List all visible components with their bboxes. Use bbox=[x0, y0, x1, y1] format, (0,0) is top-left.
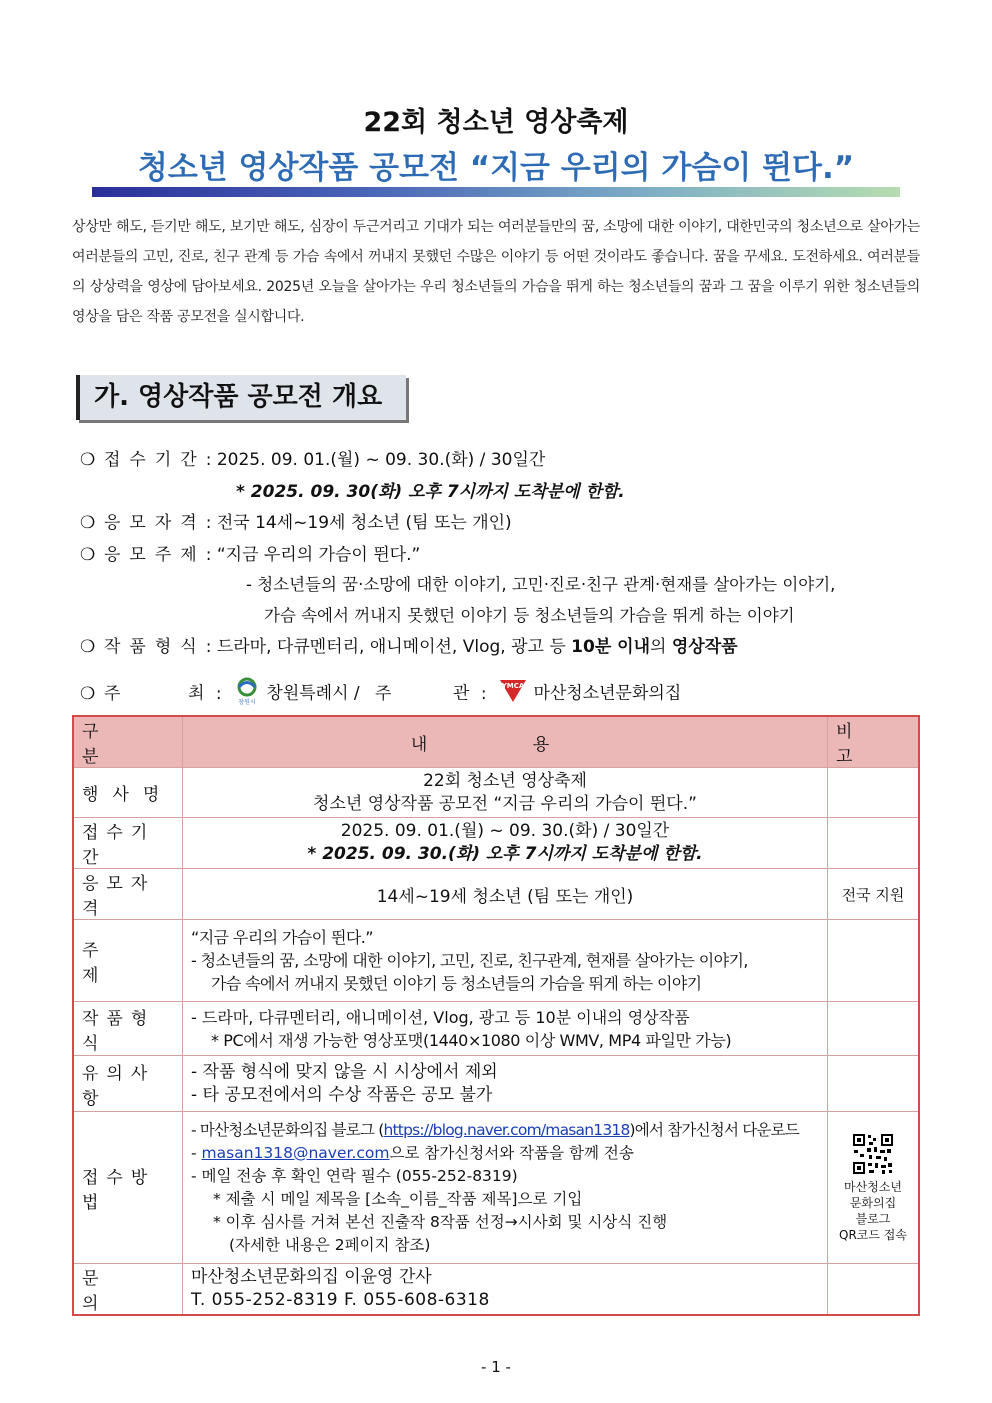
row-label-eligibility: 응모자격 bbox=[73, 869, 183, 920]
row-label-caution: 유의사항 bbox=[73, 1056, 183, 1112]
row-content-format bbox=[183, 1002, 828, 1056]
host-label2: 최 bbox=[188, 683, 205, 704]
method-line5: * 이후 심사를 거쳐 본선 진출작 8작품 선정→시사회 및 시상식 진행 bbox=[213, 1212, 668, 1231]
header-content: 내 용 bbox=[183, 716, 828, 768]
row-note-method bbox=[828, 1112, 920, 1264]
method-line6: (자세한 내용은 2페이지 참조) bbox=[229, 1235, 431, 1254]
title-gradient-bar bbox=[92, 187, 900, 197]
row-note-theme bbox=[828, 920, 920, 1002]
svg-text:YMCA: YMCA bbox=[501, 682, 525, 690]
row-note-event bbox=[828, 768, 920, 818]
period-label: 접수기간 bbox=[104, 450, 206, 470]
row-content-caution bbox=[183, 1056, 828, 1112]
host-label: 주 bbox=[104, 683, 121, 704]
format-duration: 10분 이내 bbox=[571, 637, 651, 657]
format-line2: * PC에서 재생 가능한 영상포맷(1440×1080 이상 WMV, MP4 파일만 가능) bbox=[211, 1030, 732, 1050]
table-header-row bbox=[73, 716, 919, 768]
theme-desc-line2: 가슴 속에서 꺼내지 못했던 이야기 등 청소년들의 가슴을 뛰게 하는 이야기 bbox=[264, 606, 795, 625]
host-value: 창원특례시 / bbox=[266, 683, 360, 704]
row-note-eligibility: 전국 지원 bbox=[828, 869, 920, 920]
theme-label: 응모주제 bbox=[104, 545, 206, 565]
event-title: 22회 청소년 영상축제 bbox=[363, 107, 629, 138]
format-mid: 의 bbox=[650, 637, 672, 657]
contact-line2: T. 055-252-8319 F. 055-608-6318 bbox=[191, 1290, 490, 1310]
table-row bbox=[73, 869, 919, 920]
overview-theme bbox=[80, 540, 420, 565]
email-link[interactable]: masan1318@naver.com bbox=[201, 1143, 390, 1162]
blog-link[interactable]: https://blog.naver.com/masan1318 bbox=[383, 1120, 630, 1139]
changwon-logo-icon bbox=[233, 676, 261, 711]
caution-line1: - 작품 형식에 맞지 않을 시 시상에서 제외 bbox=[191, 1061, 498, 1082]
table-row bbox=[73, 920, 919, 1002]
bullet-icon: ❍ bbox=[80, 545, 96, 565]
bullet-icon: ❍ bbox=[80, 637, 96, 657]
contact-line1: 마산청소년문화의집 이윤영 간사 bbox=[191, 1267, 432, 1287]
table-row bbox=[73, 768, 919, 818]
method-line3: - 메일 전송 후 확인 연락 필수 (055-252-8319) bbox=[191, 1166, 518, 1185]
method-line1-pre: - 마산청소년문화의집 블로그 ( bbox=[191, 1120, 384, 1139]
row-label-contact: 문 의 bbox=[73, 1264, 183, 1316]
qr-code-icon[interactable] bbox=[852, 1133, 894, 1175]
format-label: 작품형식 bbox=[104, 637, 206, 657]
qr-note-line3: 블로그 bbox=[855, 1211, 891, 1226]
row-note-caution bbox=[828, 1056, 920, 1112]
period-value: : 2025. 09. 01.(월) ~ 09. 30.(화) / 30일간 bbox=[205, 450, 546, 470]
theme-value: : “지금 우리의 가슴이 뛴다.” bbox=[205, 545, 421, 565]
period-line2: * 2025. 09. 30.(화) 오후 7시까지 도착분에 한함. bbox=[307, 844, 703, 864]
row-label-theme: 주 제 bbox=[73, 920, 183, 1002]
overview-format bbox=[80, 632, 738, 657]
page-number: - 1 - bbox=[481, 1358, 511, 1376]
overview-eligibility bbox=[80, 508, 512, 533]
ymca-logo-icon bbox=[498, 678, 528, 709]
bullet-icon: ❍ bbox=[80, 450, 96, 470]
row-note-period bbox=[828, 818, 920, 869]
row-content-method bbox=[183, 1112, 828, 1264]
row-label-period: 접수기간 bbox=[73, 818, 183, 869]
row-content-eligibility: 14세~19세 청소년 (팀 또는 개인) bbox=[183, 869, 828, 920]
method-line2-post: 으로 참가신청서와 작품을 함께 전송 bbox=[389, 1143, 634, 1162]
period-line1: 2025. 09. 01.(월) ~ 09. 30.(화) / 30일간 bbox=[340, 821, 670, 841]
theme-line3: 가슴 속에서 꺼내지 못했던 이야기 등 청소년들의 가슴을 뛰게 하는 이야기 bbox=[211, 974, 702, 993]
bullet-icon: ❍ bbox=[80, 683, 96, 704]
row-content-event bbox=[183, 768, 828, 818]
format-value: : 드라마, 다큐멘터리, 애니메이션, Vlog, 광고 등 bbox=[205, 637, 572, 657]
contest-info-table bbox=[72, 715, 920, 1316]
overview-host bbox=[80, 676, 681, 711]
table-row bbox=[73, 818, 919, 869]
eligibility-value: : 전국 14세~19세 청소년 (팀 또는 개인) bbox=[205, 513, 512, 533]
qr-note-line1: 마산청소년 bbox=[844, 1179, 902, 1194]
table-row bbox=[73, 1056, 919, 1112]
format-type: 영상작품 bbox=[671, 637, 738, 657]
intro-paragraph: 상상만 해도, 듣기만 해도, 보기만 해도, 심장이 두근거리고 기대가 되는 여러분들만의 꿈, 소망에 대한 이야기, 대한민국의 청소년으로 살아가는 여러분들의 고민, 진로, 친구 관계 등 가슴 속에서 꺼내지 못했던 수많은 이야기 등 어떤 것이라도 좋습니다. 꿈을 꾸세요. 도전하세요. 여러분들의 상상력을 영상에 담아보세요. 2025년 오늘을 살아가는 우리 청소년들의 가슴을 뛰게 하는 청소년들의 꿈과 그 꿈을 이루기 위한 청소년들의 영상을 담은 작품 공모전을 실시합니다. bbox=[72, 219, 920, 325]
bullet-icon: ❍ bbox=[80, 513, 96, 533]
table-row bbox=[73, 1002, 919, 1056]
header-category: 구 분 bbox=[73, 716, 183, 768]
org-value: 마산청소년문화의집 bbox=[533, 683, 682, 704]
host-colon: : bbox=[215, 683, 222, 704]
row-content-contact bbox=[183, 1264, 828, 1316]
row-content-theme bbox=[183, 920, 828, 1002]
row-note-format bbox=[828, 1002, 920, 1056]
org-label2: 관 bbox=[453, 683, 470, 704]
format-line1: - 드라마, 다큐멘터리, 애니메이션, Vlog, 광고 등 10분 이내의 영상작품 bbox=[191, 1007, 690, 1027]
theme-line2: - 청소년들의 꿈, 소망에 대한 이야기, 고민, 진로, 친구관계, 현재를 살아가는 이야기, bbox=[191, 951, 748, 970]
overview-period bbox=[80, 445, 545, 470]
table-row bbox=[73, 1112, 919, 1264]
table-row bbox=[73, 1264, 919, 1316]
method-line2 bbox=[191, 1142, 819, 1165]
eligibility-label: 응모자격 bbox=[104, 513, 206, 533]
section-heading: 가. 영상작품 공모전 개요 bbox=[76, 375, 406, 420]
period-note: * 2025. 09. 30(화) 오후 7시까지 도착분에 한함. bbox=[236, 482, 625, 502]
row-content-period bbox=[183, 818, 828, 869]
method-line1-post: )에서 참가신청서 다운로드 bbox=[629, 1120, 799, 1139]
header-note: 비 고 bbox=[828, 716, 920, 768]
qr-note-line4: QR코드 접속 bbox=[839, 1227, 907, 1242]
row-note-contact bbox=[828, 1264, 920, 1316]
event-line2: 청소년 영상작품 공모전 “지금 우리의 가슴이 뛴다.” bbox=[313, 793, 697, 814]
svg-text:창원시: 창원시 bbox=[238, 699, 256, 706]
org-label: 주 bbox=[375, 683, 392, 704]
method-line2-pre: - bbox=[191, 1143, 202, 1162]
row-label-format: 작품형식 bbox=[73, 1002, 183, 1056]
theme-desc-line1: - 청소년들의 꿈·소망에 대한 이야기, 고민·진로·친구 관계·현재를 살아가는 이야기, bbox=[246, 575, 836, 594]
theme-line1: “지금 우리의 가슴이 뛴다.” bbox=[191, 928, 373, 947]
method-line1 bbox=[191, 1119, 819, 1142]
row-label-event: 행사명 bbox=[73, 768, 183, 818]
contest-title: 청소년 영상작품 공모전 “지금 우리의 가슴이 뛴다.” bbox=[137, 150, 855, 186]
qr-note-line2: 문화의집 bbox=[849, 1195, 897, 1210]
caution-line2: - 타 공모전에서의 수상 작품은 공모 불가 bbox=[191, 1084, 493, 1105]
method-line4: * 제출 시 메일 제목을 [소속_이름_작품 제목]으로 기입 bbox=[213, 1189, 583, 1208]
row-label-method: 접수방법 bbox=[73, 1112, 183, 1264]
org-colon: : bbox=[480, 683, 487, 704]
event-line1: 22회 청소년 영상축제 bbox=[423, 770, 587, 791]
